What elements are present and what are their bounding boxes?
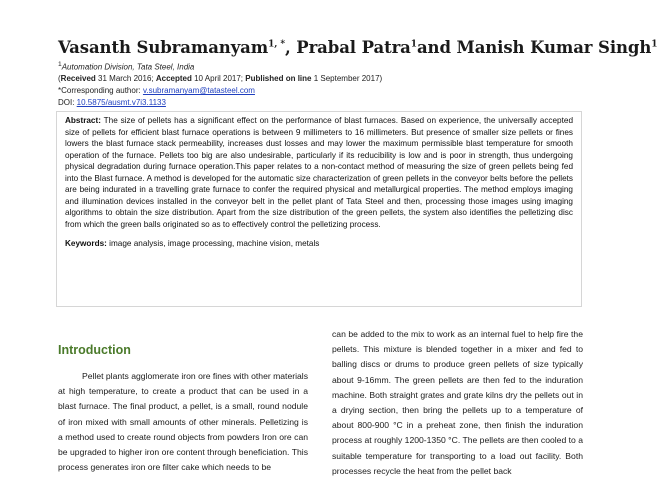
abstract [65,115,573,230]
doi-label: DOI: [58,98,77,108]
author-name: Manish Kumar Singh [456,38,652,57]
email-link[interactable]: v.subramanyam@tatasteel.com [142,86,255,96]
body-paragraph: can be added to the mix to work as an internal fuel to help fire the pellets. This mixture is blended together in a mixer and fed to balling discs or drums to produce green pellets of size typically about 9-16mm. The green pellets are then fed to the induration machine. Both straight grates and grate kilns dry the pellets out in a drying section, then bring the pellets up to a temperature of about 800-900 °C in a preheat zone, then finish the induration process at roughly 1200-1350 °C. The pellets are then cooled to a suitable temperature for transporting to a load out facility. Both processes recycle the heat from the pellet back [332,329,583,476]
keywords [65,238,573,250]
accepted-date: 10 April 2017; [191,74,246,84]
abstract-label: Abstract: [65,116,101,125]
author-affiliation-mark: 1 [410,39,417,50]
left-column [58,343,308,475]
author-name: Vasanth Subramanyam [58,38,269,57]
published-label: Published on line [245,74,312,84]
received-label: Received [60,74,96,84]
accepted-label: Accepted [155,74,192,84]
right-column [332,327,583,479]
author-separator: , [284,38,297,57]
author-list [58,38,657,57]
affiliation-text: Automation Division, Tata Steel, India [61,62,195,72]
affiliation [58,59,598,73]
published-date: 1 September 2017) [311,74,383,84]
author-name: Prabal Patra [296,38,411,57]
body-paragraph: Pellet plants agglomerate iron ore fines with other materials at high temperature, to create a product that can be used in a blast furnace. The final product, a pellet, is a small, round nodule of iron mixed with small amounts of other minerals. Pelletizing is a method used to create round objects from powders Iron ore can be upgraded to higher iron ore content through beneficiation. This process generates iron ore filter cake which needs to be [58,371,308,473]
article-metadata [58,59,598,109]
abstract-text: The size of pellets has a significant effect on the performance of blast furnaces. Based on experience, the universally accepted size of pellets for efficient blast furnace operations is between 9 millimeters to 16 millimeters. But presence of smaller size pellets or fines lowers the blast furnace stack permeability, increases dust losses and may lower the maximum permissible blast temperature for smooth operation of the furnace. Pellets too big are also undesirable, particularly if its reducibility is low and is poor in strength, thus undergoing physical degradation during furnace operation.This paper relates to a non-contact method of measuring the size of green pellets being fed into the Blast furnace. A method is developed for the automatic size characterization of green pellets in the conveyor belts before the pellets are being indurated in a travelling grate furnace to confer the required physical and metallurgical properties. The method employs imaging and illumination devices installed in the conveyor belt in the pellet plant of Tata Steel and then, processing those images using imaging algorithms to obtain the size distribution. Apart from the size distribution of the green pellets, the system also identifies the pelletizing disc from which the green balls originated so as to effectively control the pelletizing process. [65,116,573,229]
doi-link[interactable]: 10.5875/ausmt.v7i3.1133 [76,98,166,108]
author-conjunction: and [416,38,457,57]
publication-dates: (Received 31 March 2016; Accepted 10 April 2017; Published on line 1 September 2017) [58,74,383,84]
received-date: 31 March 2016; [95,74,156,84]
section-heading-introduction: Introduction [58,343,131,357]
author-affiliation-mark: 1, * [268,39,285,50]
corresponding-author [58,85,598,97]
keywords-label: Keywords: [65,239,107,249]
keywords-text: image analysis, image processing, machine vision, metals [106,239,320,249]
abstract-box [56,111,582,307]
corresponding-label: *Corresponding author: [58,86,143,96]
author-affiliation-mark: 1 [651,39,657,50]
affiliation-mark: 1 [58,61,62,68]
doi [58,97,598,109]
